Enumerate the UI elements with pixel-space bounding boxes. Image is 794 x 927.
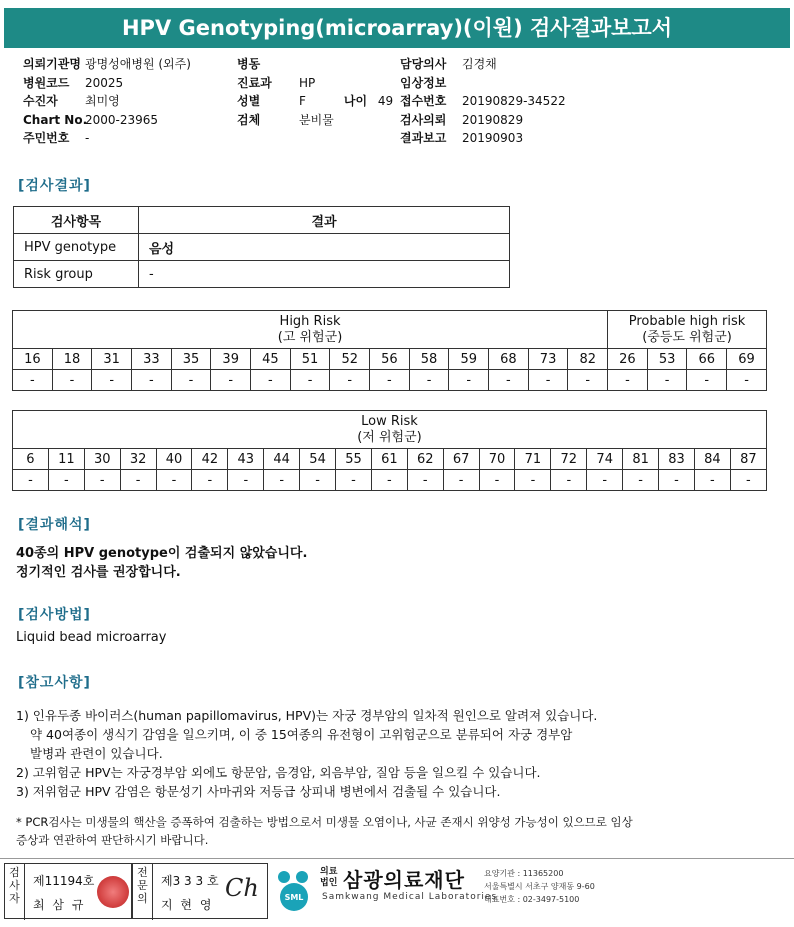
genotype-result: - (228, 470, 264, 491)
patient-info-col2 (237, 55, 393, 129)
genotype-result: - (251, 370, 291, 391)
genotype-result: - (407, 470, 443, 491)
interpret-line: 정기적인 검사를 권장합니다. (16, 565, 181, 580)
genotype-result: - (13, 370, 53, 391)
result-value: 음성 (139, 234, 510, 261)
genotype-result: - (515, 470, 551, 491)
genotype-label: 58 (409, 349, 449, 370)
genotype-label: 11 (48, 449, 84, 470)
genotype-label: 40 (156, 449, 192, 470)
genotype-label: 83 (659, 449, 695, 470)
genotype-result: - (264, 470, 300, 491)
genotype-result: - (336, 470, 372, 491)
section-result-heading: [검사결과] (18, 178, 91, 194)
genotype-label: 31 (92, 349, 132, 370)
low-risk-header: Low Risk (저 위험군) (13, 411, 767, 449)
genotype-label: 72 (551, 449, 587, 470)
seal-stamp (97, 876, 129, 908)
info-row (237, 74, 393, 93)
result-value: - (139, 261, 510, 288)
genotype-result: - (659, 470, 695, 491)
info-label: 진료과 (237, 75, 272, 90)
genotype-label: 61 (371, 449, 407, 470)
info-label: 병동 (237, 57, 261, 71)
info-value: 20190829-34522 (462, 94, 566, 108)
footer (0, 858, 794, 927)
genotype-result: - (489, 370, 529, 391)
result-header-item: 검사항목 (14, 207, 139, 234)
genotype-result: - (730, 470, 766, 491)
genotype-label: 53 (647, 349, 687, 370)
info-value: 20025 (85, 75, 124, 90)
result-item: HPV genotype (14, 234, 139, 261)
info-value: 광명성애병원 (외주) (85, 57, 191, 71)
info-label: 병원코드 (23, 75, 70, 90)
examiner-label: 검 사 자 (5, 864, 25, 920)
genotype-result: - (370, 370, 410, 391)
info-row (400, 92, 566, 111)
genotype-label: 44 (264, 449, 300, 470)
age-label: 나이 (343, 94, 368, 108)
genotype-result: - (52, 370, 92, 391)
genotype-result: - (694, 470, 730, 491)
genotype-label: 56 (370, 349, 410, 370)
genotype-result: - (192, 470, 228, 491)
info-value: 2000-23965 (85, 112, 159, 127)
genotype-result: - (528, 370, 568, 391)
genotype-result: - (330, 370, 370, 391)
info-row (400, 74, 566, 93)
genotype-result: - (568, 370, 608, 391)
info-row (23, 92, 191, 111)
table-row (14, 234, 510, 261)
probable-risk-header: Probable high risk (중등도 위험군) (608, 311, 767, 349)
info-label: Chart No. (23, 112, 88, 127)
org-type: 의료법인 (320, 867, 338, 888)
info-label: 담당의사 (400, 57, 447, 71)
report-title: HPV Genotyping(microarray)(이원) 검사결과보고서 (4, 8, 790, 48)
section-interpret-heading: [결과해석] (18, 517, 91, 533)
genotype-result: - (92, 370, 132, 391)
info-row (400, 55, 566, 74)
org-reg: 요양기관 : 11365200 (484, 869, 564, 878)
genotype-result: - (623, 470, 659, 491)
note-line: 3) 저위험군 HPV 감염은 항문성기 사마귀와 저등급 상피내 병변에서 검출될 수 있습니다. (16, 784, 501, 799)
genotype-result: - (120, 470, 156, 491)
specialist-license: 제3 3 3 호 (161, 874, 219, 888)
genotype-result: - (84, 470, 120, 491)
specialist-name: 지 현 영 (161, 898, 214, 912)
genotype-result: - (211, 370, 251, 391)
org-contact (484, 867, 595, 906)
info-row (400, 129, 566, 148)
result-table (13, 206, 510, 288)
genotype-label: 82 (568, 349, 608, 370)
org-address: 서울특별시 서초구 양재동 9-60 (484, 882, 595, 891)
genotype-label: 35 (171, 349, 211, 370)
genotype-label: 6 (13, 449, 49, 470)
genotype-result: - (409, 370, 449, 391)
genotype-label: 69 (727, 349, 767, 370)
notes-text (16, 706, 597, 801)
table-row (14, 261, 510, 288)
genotype-label: 33 (132, 349, 172, 370)
genotype-label: 59 (449, 349, 489, 370)
info-label: 임상정보 (400, 75, 447, 90)
note-line: 1) 인유두종 바이러스(human papillomavirus, HPV)는 자궁 경부암의 일차적 원인으로 알려져 있습니다. (16, 708, 598, 723)
genotype-result: - (300, 470, 336, 491)
pcr-note (16, 813, 633, 849)
genotype-label: 74 (587, 449, 623, 470)
genotype-result: - (290, 370, 330, 391)
info-label: 의뢰기관명 (23, 57, 81, 71)
high-risk-header: High Risk (고 위험군) (13, 311, 608, 349)
info-row (237, 111, 393, 130)
section-method-heading: [검사방법] (18, 607, 91, 623)
genotype-label: 67 (443, 449, 479, 470)
info-row (23, 111, 191, 130)
info-row (237, 92, 393, 111)
genotype-label: 30 (84, 449, 120, 470)
examiner-name: 최 삼 규 (33, 898, 86, 912)
genotype-label: 42 (192, 449, 228, 470)
genotype-label: 66 (687, 349, 727, 370)
genotype-result: - (727, 370, 767, 391)
genotype-result: - (608, 370, 648, 391)
genotype-label: 51 (290, 349, 330, 370)
note-line: 발병과 관련이 있습니다. (30, 746, 163, 761)
pcr-note-line: * PCR검사는 미생물의 핵산을 증폭하여 검출하는 방법으로서 미생물 오염이나, 사균 존재시 위양성 가능성이 있으므로 임상 (16, 815, 633, 829)
info-row (23, 55, 191, 74)
info-label: 접수번호 (400, 94, 447, 108)
info-label: 검체 (237, 112, 261, 127)
signature: Ch (225, 874, 259, 902)
genotype-label: 70 (479, 449, 515, 470)
info-label: 주민번호 (23, 131, 70, 145)
method-text: Liquid bead microarray (16, 630, 167, 645)
genotype-result: - (647, 370, 687, 391)
info-value: - (85, 131, 90, 145)
genotype-result: - (687, 370, 727, 391)
genotype-label: 62 (407, 449, 443, 470)
genotype-label: 55 (336, 449, 372, 470)
info-value: 20190903 (462, 131, 524, 145)
genotype-result: - (479, 470, 515, 491)
genotype-label: 39 (211, 349, 251, 370)
org-name: 삼광의료재단 (343, 868, 465, 892)
genotype-result: - (551, 470, 587, 491)
info-label: 검사의뢰 (400, 112, 447, 127)
specialist-label: 전 문 의 (133, 864, 153, 920)
info-label: 결과보고 (400, 131, 447, 145)
info-row (400, 111, 566, 130)
genotype-result: - (449, 370, 489, 391)
genotype-label: 16 (13, 349, 53, 370)
info-value: F (299, 94, 306, 108)
genotype-label: 81 (623, 449, 659, 470)
result-header-value: 결과 (139, 207, 510, 234)
org-name-en: Samkwang Medical Laboratories (322, 892, 498, 902)
genotype-label: 43 (228, 449, 264, 470)
genotype-result: - (443, 470, 479, 491)
info-value: HP (299, 75, 316, 90)
note-line: 2) 고위험군 HPV는 자궁경부암 외에도 항문암, 음경암, 외음부암, 질암 등을 일으킬 수 있습니다. (16, 765, 541, 780)
genotype-result: - (13, 470, 49, 491)
section-notes-heading: [참고사항] (18, 675, 91, 691)
age-value: 49 (377, 94, 394, 108)
genotype-label: 54 (300, 449, 336, 470)
genotype-label: 87 (730, 449, 766, 470)
examiner-box (4, 863, 132, 919)
sml-logo-icon (272, 867, 316, 913)
info-row (23, 74, 191, 93)
genotype-label: 18 (52, 349, 92, 370)
patient-info-col3 (400, 55, 566, 148)
interpret-line: 40종의 HPV genotype이 검출되지 않았습니다. (16, 546, 308, 561)
genotype-label: 45 (251, 349, 291, 370)
info-value: 김경채 (462, 57, 497, 71)
genotype-label: 26 (608, 349, 648, 370)
info-value: 20190829 (462, 112, 524, 127)
specialist-box (132, 863, 268, 919)
pcr-note-line: 증상과 연관하여 판단하시기 바랍니다. (16, 833, 209, 847)
interpret-text (16, 544, 307, 582)
info-label: 수진자 (23, 94, 58, 108)
patient-info-col1 (23, 55, 191, 148)
high-risk-table (12, 310, 767, 391)
low-risk-table (12, 410, 767, 491)
genotype-result: - (48, 470, 84, 491)
info-value: 최미영 (85, 94, 120, 108)
genotype-label: 68 (489, 349, 529, 370)
genotype-label: 32 (120, 449, 156, 470)
genotype-label: 73 (528, 349, 568, 370)
info-row (23, 129, 191, 148)
genotype-label: 84 (694, 449, 730, 470)
genotype-result: - (171, 370, 211, 391)
genotype-result: - (587, 470, 623, 491)
genotype-result: - (371, 470, 407, 491)
genotype-result: - (132, 370, 172, 391)
result-item: Risk group (14, 261, 139, 288)
info-row (237, 55, 393, 74)
org-phone: 대표번호 : 02-3497-5100 (484, 895, 580, 904)
genotype-result: - (156, 470, 192, 491)
genotype-label: 52 (330, 349, 370, 370)
logo-mark: SML (284, 893, 304, 902)
note-line: 약 40여종이 생식기 감염을 일으키며, 이 중 15여종의 유전형이 고위험군으로 분류되어 자궁 경부암 (30, 727, 573, 742)
info-value: 분비물 (299, 112, 334, 127)
examiner-license: 제11194호 (33, 874, 95, 888)
genotype-label: 71 (515, 449, 551, 470)
info-label: 성별 (237, 94, 261, 108)
